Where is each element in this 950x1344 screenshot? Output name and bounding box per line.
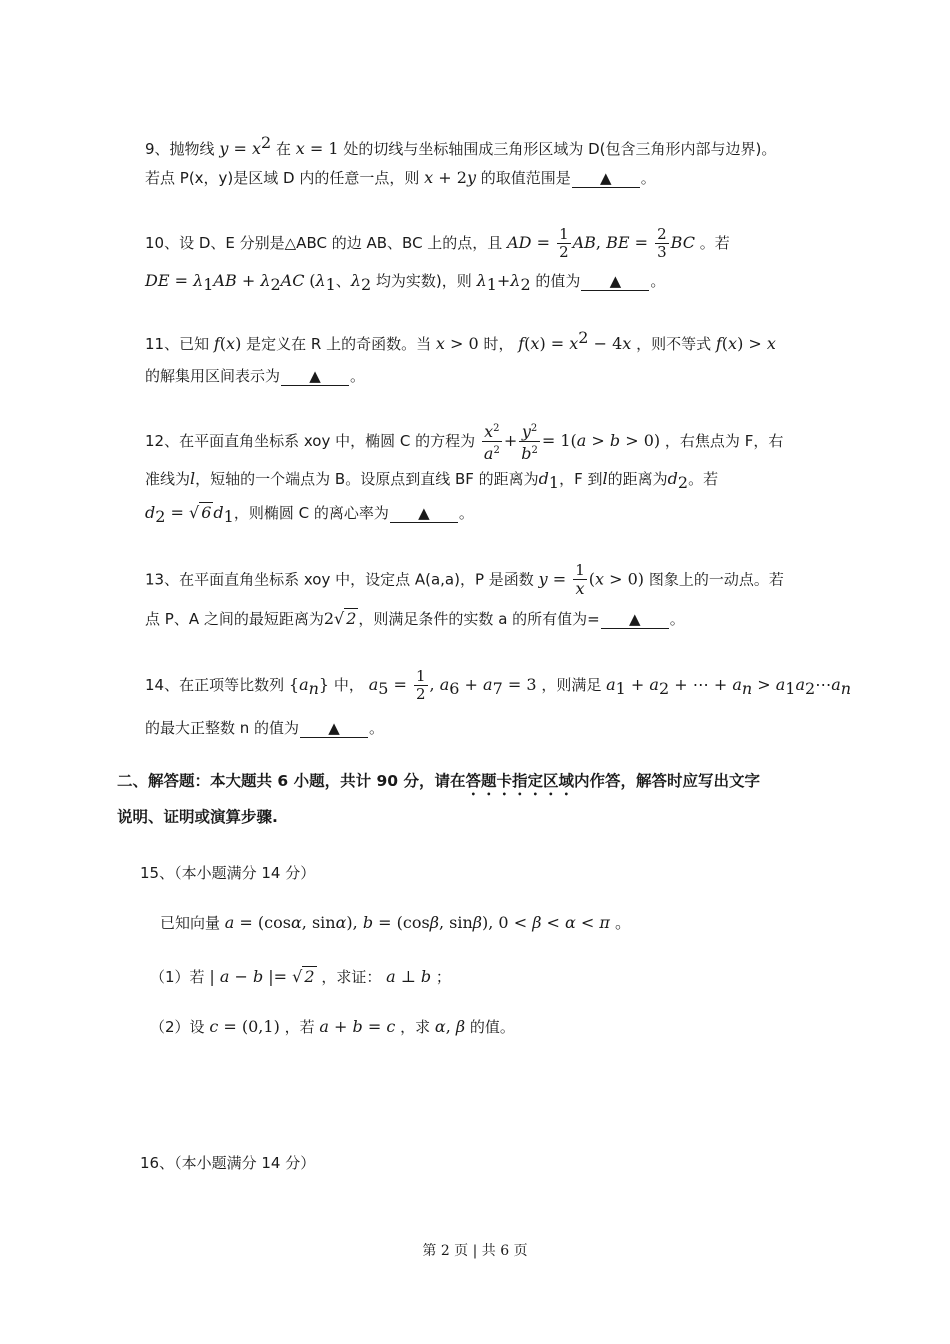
answer-blank[interactable]: ▲ (572, 169, 640, 188)
question-14-line-2: 的最大正整数 n 的值为 ▲ 。 (145, 719, 385, 737)
question-11-line-1: 11、已知 f(x) 是定义在 R 上的奇函数。当 x > 0 时， $f(x) = x^2 - 4x$ ，则不等式 f(x) > x (145, 328, 776, 353)
question-15-part-2: （2）设 c = (0,1) ，若 a + b = c ，求 α, β 的值。 (150, 1017, 515, 1036)
question-10-line-2: DE = $\lambda_1AB + \lambda_2AC$ ($\lambda_1$、$\lambda_2$ 均为实数)，则 $\lambda_1+\lambda_2$ 的值为 ▲ 。 (145, 271, 666, 294)
question-12-line-3: $d_2$ = √ 6 $d_1$，则椭圆 C 的离心率为 ▲ 。 (145, 503, 474, 526)
question-16-header: 16、（本小题满分 14 分） (140, 1154, 316, 1172)
answer-blank[interactable]: ▲ (300, 719, 368, 738)
answer-blank[interactable]: ▲ (390, 504, 458, 523)
question-9-line-1: 9、抛物线 $y = x^2$ 在 x = 1 处的切线与坐标轴围成三角形区域为 D(包含三角形内部与边界)。 (145, 133, 777, 158)
question-15-intro: 已知向量 a = (cosα, sinα), b = (cosβ, sinβ), 0 < β < α < π 。 (160, 913, 632, 932)
answer-blank[interactable]: ▲ (601, 610, 669, 629)
page-footer: 第 2 页 | 共 6 页 (422, 1243, 528, 1259)
question-12-line-2: 准线为l，短轴的一个端点为 B。设原点到直线 BF 的距离为$d_1$，F 到l的距离为$d_2$。若 (145, 469, 719, 492)
question-13-line-2: 点 P、A 之间的最短距离为2√ 2 ，则满足条件的实数 a 的所有值为= ▲ 。 (145, 609, 685, 628)
question-13-line-1: 13、在平面直角坐标系 xoy 中，设定点 A(a,a)，P 是函数 y = $\frac{1}{x}$ (x > 0) 图象上的一动点。若 (145, 561, 784, 598)
question-12-line-1: 12、在平面直角坐标系 xoy 中，椭圆 C 的方程为 $\frac{x^2}{a^2}$ + $\frac{y^2}{b^2}$ = 1(a > b > 0) ，右焦点为 F，右 (145, 422, 784, 463)
section-2-heading-line-1: 二、解答题：本大题共 6 小题，共计 90 分，请在答题卡指定区域内作答，解答时应写出文字 (117, 772, 760, 790)
section-2-heading-line-2: 说明、证明或演算步骤. (117, 808, 278, 826)
answer-blank[interactable]: ▲ (281, 367, 349, 386)
question-15-part-1: （1）若 | a − b |= √ 2 ，求证： a ⊥ b ； (150, 967, 451, 986)
question-15-header: 15、（本小题满分 14 分） (140, 864, 316, 882)
answer-blank[interactable]: ▲ (581, 272, 649, 291)
question-9-line-2: 若点 P(x，y)是区域 D 内的任意一点，则 x + 2y 的取值范围是 ▲ 。 (145, 168, 656, 187)
question-10-line-1: 10、设 D、E 分别是△ABC 的边 AB、BC 上的点，且 AD = $\frac{1}{2}$ AB, BE = $\frac{2}{3}$ BC 。若 (145, 225, 730, 261)
question-14-line-1: 14、在正项等比数列 $\{a_n\}$ 中， $a_5$ = $\frac{1}{2}$ , $a_6 + a_7 = 3$ ，则满足 $a_1 + a_2$ + ⋯ + $a_n$ > $a_1a_2\cdots a_n$ (145, 667, 852, 703)
question-11-line-2: 的解集用区间表示为 ▲ 。 (145, 367, 366, 385)
